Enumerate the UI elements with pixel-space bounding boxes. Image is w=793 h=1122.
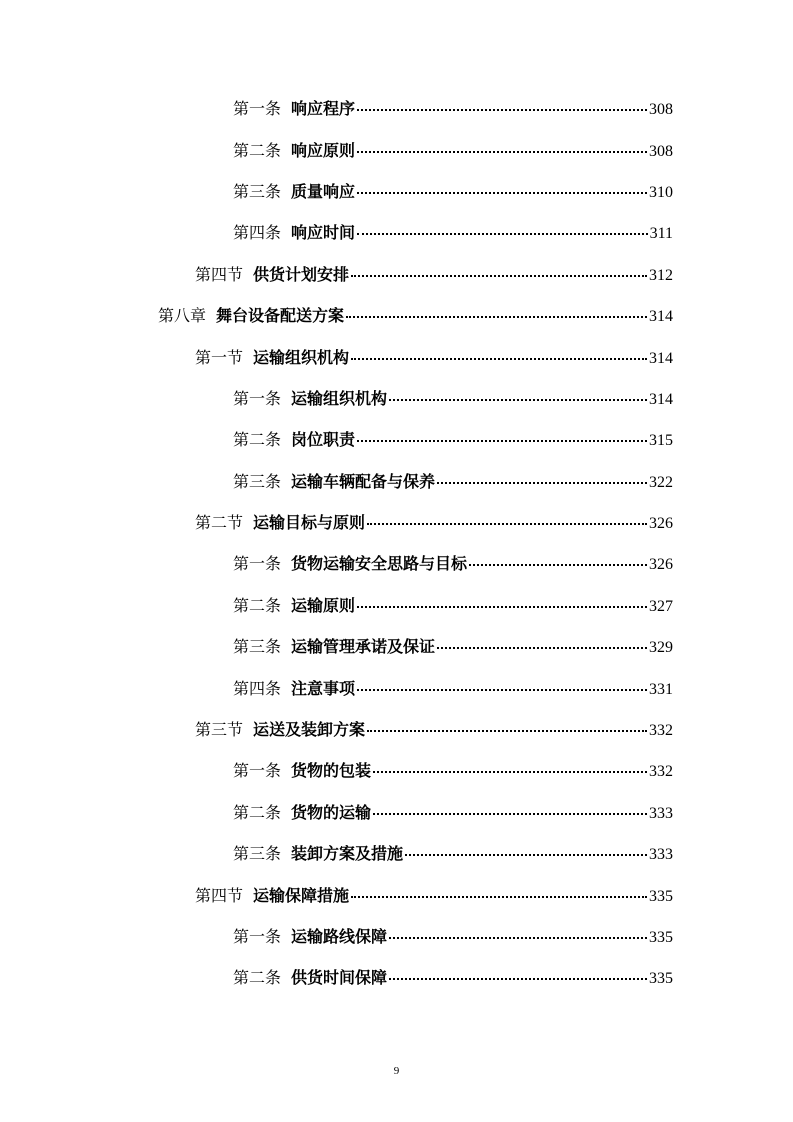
toc-entry-number: 第四条 <box>233 223 282 243</box>
toc-entry-number: 第三条 <box>233 471 282 491</box>
dot-leader <box>357 606 647 608</box>
toc-entry-title: 运输车辆配备与保养 <box>291 471 436 491</box>
toc-entry-title: 运送及装卸方案 <box>253 720 366 740</box>
toc-entry[interactable] <box>0 834 793 875</box>
toc-entry-title: 货物的运输 <box>291 802 372 822</box>
toc-entry-page: 329 <box>649 639 673 657</box>
toc-entry-number: 第一节 <box>195 347 244 367</box>
toc-entry-number: 第一条 <box>233 554 282 574</box>
toc-entry[interactable] <box>0 627 793 668</box>
page-number: 9 <box>393 1065 400 1077</box>
toc-entry-page: 308 <box>649 101 673 119</box>
toc-entry-title: 舞台设备配送方案 <box>216 306 345 326</box>
toc-entry-page: 335 <box>649 887 673 905</box>
toc-entry-page: 322 <box>649 473 673 491</box>
toc-entry-title: 运输组织机构 <box>291 388 388 408</box>
toc-entry[interactable] <box>0 379 793 420</box>
toc-entry[interactable] <box>0 793 793 834</box>
toc-entry-page: 332 <box>649 722 673 740</box>
toc-entry-number: 第一条 <box>233 927 282 946</box>
table-of-contents <box>0 89 793 1000</box>
toc-entry-number: 第一条 <box>233 761 282 781</box>
toc-entry[interactable] <box>0 462 793 503</box>
dot-leader <box>351 358 647 360</box>
toc-entry[interactable] <box>0 172 793 213</box>
toc-entry[interactable] <box>0 503 793 544</box>
toc-entry-page: 315 <box>649 432 673 450</box>
toc-entry[interactable] <box>0 255 793 296</box>
toc-entry[interactable] <box>0 544 793 585</box>
toc-entry-title: 响应程序 <box>291 99 356 119</box>
toc-entry-title: 岗位职责 <box>291 430 356 450</box>
dot-leader <box>357 689 647 691</box>
dot-leader <box>351 896 647 898</box>
toc-entry[interactable] <box>0 751 793 792</box>
dot-leader <box>373 771 647 773</box>
toc-entry-title: 装卸方案及措施 <box>291 844 404 864</box>
toc-entry-title: 运输组织机构 <box>253 347 350 367</box>
dot-leader <box>357 109 647 111</box>
dot-leader <box>437 647 647 649</box>
toc-entry-title: 货物的包装 <box>291 761 372 781</box>
toc-entry[interactable] <box>0 668 793 709</box>
toc-entry-title: 运输保障措施 <box>253 885 350 905</box>
toc-entry[interactable] <box>0 586 793 627</box>
toc-entry-page: 314 <box>649 390 673 408</box>
dot-leader <box>367 523 647 525</box>
toc-entry[interactable] <box>0 337 793 378</box>
toc-entry-number: 第二条 <box>233 430 282 450</box>
toc-entry-number: 第四节 <box>195 264 244 284</box>
toc-entry[interactable] <box>0 213 793 254</box>
dot-leader <box>357 192 647 194</box>
toc-entry-number: 第四条 <box>233 678 282 698</box>
dot-leader <box>346 316 647 318</box>
dot-leader <box>469 564 647 566</box>
dot-leader <box>389 978 647 980</box>
toc-entry-title: 运输原则 <box>291 595 356 615</box>
toc-entry-page: 333 <box>649 804 673 822</box>
toc-entry[interactable] <box>0 420 793 461</box>
toc-entry[interactable] <box>0 958 793 999</box>
dot-leader <box>357 151 647 153</box>
toc-entry-title: 响应时间 <box>291 223 356 243</box>
toc-entry-number: 第二节 <box>195 513 244 533</box>
toc-entry-page: 310 <box>649 183 673 201</box>
toc-entry[interactable] <box>0 89 793 130</box>
toc-entry-page: 312 <box>649 266 673 284</box>
toc-entry-page: 327 <box>649 597 673 615</box>
toc-entry-page: 308 <box>649 142 673 160</box>
toc-entry-title: 质量响应 <box>291 181 356 201</box>
toc-entry-number: 第一条 <box>233 99 282 119</box>
dot-leader <box>389 399 647 401</box>
toc-entry-number: 第三节 <box>195 720 244 740</box>
toc-entry[interactable] <box>0 917 793 958</box>
dot-leader <box>357 233 648 235</box>
toc-entry[interactable] <box>0 130 793 171</box>
dot-leader <box>367 730 647 732</box>
toc-entry-page: 333 <box>649 846 673 864</box>
toc-entry-title: 运输管理承诺及保证 <box>291 637 436 657</box>
toc-entry-title: 注意事项 <box>291 678 356 698</box>
dot-leader <box>437 482 647 484</box>
toc-entry-number: 第三条 <box>233 637 282 657</box>
dot-leader <box>357 440 647 442</box>
toc-entry-title: 运输路线保障 <box>291 927 388 946</box>
dot-leader <box>373 813 647 815</box>
toc-entry-title: 供货时间保障 <box>291 968 388 988</box>
toc-entry[interactable] <box>0 710 793 751</box>
toc-entry-title: 响应原则 <box>291 140 356 160</box>
toc-entry-number: 第二条 <box>233 595 282 615</box>
toc-entry-number: 第一条 <box>233 388 282 408</box>
toc-entry[interactable] <box>0 296 793 337</box>
toc-entry-page: 314 <box>649 308 673 326</box>
toc-entry-title: 货物运输安全思路与目标 <box>291 554 468 574</box>
dot-leader <box>351 275 647 277</box>
toc-entry-page: 326 <box>649 556 673 574</box>
dot-leader <box>405 854 647 856</box>
toc-entry-number: 第二条 <box>233 802 282 822</box>
toc-entry-number: 第二条 <box>233 968 282 988</box>
toc-entry-title: 运输目标与原则 <box>253 513 366 533</box>
toc-entry-page: 331 <box>649 680 673 698</box>
toc-entry-page: 314 <box>649 349 673 367</box>
toc-entry-number: 第八章 <box>158 306 207 326</box>
toc-entry-number: 第二条 <box>233 140 282 160</box>
toc-entry-page: 326 <box>649 515 673 533</box>
toc-entry-page: 311 <box>649 225 673 243</box>
toc-entry-title: 供货计划安排 <box>253 264 350 284</box>
toc-entry-page: 332 <box>649 763 673 781</box>
toc-entry-number: 第四节 <box>195 885 244 905</box>
dot-leader <box>389 937 647 939</box>
toc-entry-number: 第三条 <box>233 844 282 864</box>
toc-entry-number: 第三条 <box>233 181 282 201</box>
toc-entry[interactable] <box>0 875 793 916</box>
toc-entry-page: 335 <box>649 970 673 988</box>
toc-entry-page: 335 <box>649 929 673 946</box>
